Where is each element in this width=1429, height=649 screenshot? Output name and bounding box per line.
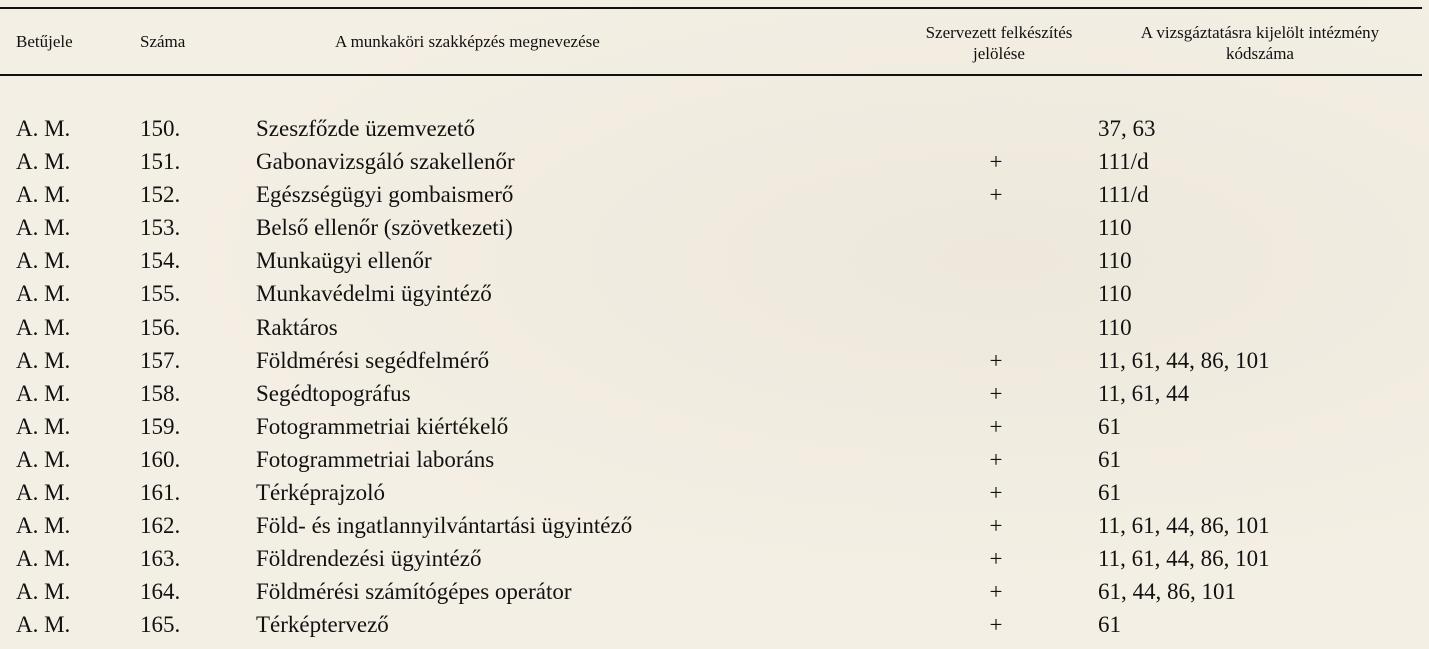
row-institution-codes: 110 — [1098, 215, 1132, 241]
table-row — [0, 112, 1429, 145]
row-preparation-mark: + — [989, 149, 1003, 175]
row-qualification-name: Egészségügyi gombaismerő — [256, 182, 514, 208]
row-number: 163. — [140, 546, 181, 572]
row-letter-code: A. M. — [16, 380, 71, 406]
row-letter-code: A. M. — [16, 546, 71, 572]
row-institution-codes: 111/d — [1098, 149, 1149, 175]
row-qualification-name: Munkaügyi ellenőr — [256, 248, 432, 274]
table-row — [0, 145, 1429, 178]
table-row — [0, 178, 1429, 211]
row-institution-codes: 11, 61, 44, 86, 101 — [1098, 546, 1270, 572]
row-institution-codes: 110 — [1098, 248, 1132, 274]
row-qualification-name: Földmérési számítógépes operátor — [256, 579, 572, 605]
table-row — [0, 277, 1429, 310]
row-letter-code: A. M. — [16, 413, 71, 439]
row-number: 150. — [140, 116, 181, 141]
row-qualification-name: Föld- és ingatlannyilvántartási ügyintéző — [256, 513, 633, 539]
row-number: 159. — [140, 413, 181, 439]
row-preparation-mark: + — [989, 446, 1003, 472]
row-qualification-name: Fotogrammetriai laboráns — [256, 446, 495, 472]
row-qualification-name: Térképrajzoló — [256, 480, 385, 506]
row-letter-code: A. M. — [16, 314, 71, 340]
row-number: 160. — [140, 446, 181, 472]
table-row — [0, 410, 1429, 443]
table-row — [0, 311, 1429, 344]
row-letter-code: A. M. — [16, 116, 71, 141]
table-body — [0, 112, 1429, 642]
row-qualification-name: Szeszfőzde üzemvezető — [256, 116, 476, 141]
row-institution-codes: 11, 61, 44 — [1098, 380, 1190, 406]
column-header-preparation: Szervezett felkészítés jelölése — [925, 23, 1073, 63]
row-preparation-mark: + — [989, 546, 1003, 572]
table-row — [0, 377, 1429, 410]
row-number: 161. — [140, 480, 181, 506]
table-row — [0, 509, 1429, 542]
row-institution-codes: 37, 63 — [1098, 116, 1156, 141]
row-number: 152. — [140, 182, 181, 208]
row-number: 165. — [140, 612, 181, 638]
row-letter-code: A. M. — [16, 480, 71, 506]
row-preparation-mark: + — [989, 413, 1003, 439]
row-qualification-name: Gabonavizsgáló szakellenőr — [256, 149, 515, 175]
row-number: 154. — [140, 248, 181, 274]
row-number: 162. — [140, 513, 181, 539]
column-header-institution: A vizsgáztatásra kijelölt intézmény kódszáma — [1140, 23, 1380, 63]
row-qualification-name: Segédtopográfus — [256, 380, 411, 406]
row-institution-codes: 110 — [1098, 281, 1132, 307]
table-row — [0, 575, 1429, 608]
row-qualification-name: Földrendezési ügyintéző — [256, 546, 482, 572]
row-number: 158. — [140, 380, 181, 406]
row-qualification-name: Raktáros — [256, 314, 338, 340]
row-preparation-mark: + — [989, 480, 1003, 506]
row-qualification-name: Belső ellenőr (szövetkezeti) — [256, 215, 513, 241]
row-preparation-mark: + — [989, 380, 1003, 406]
row-qualification-name: Munkavédelmi ügyintéző — [256, 281, 492, 307]
row-institution-codes: 61 — [1098, 480, 1121, 506]
header-bottom-rule — [0, 74, 1422, 76]
row-institution-codes: 111/d — [1098, 182, 1149, 208]
column-header-number: Száma — [140, 32, 186, 51]
row-letter-code: A. M. — [16, 215, 71, 241]
row-letter-code: A. M. — [16, 612, 71, 638]
table-row — [0, 608, 1429, 641]
table-row — [0, 344, 1429, 377]
row-letter-code: A. M. — [16, 248, 71, 274]
row-institution-codes: 61, 44, 86, 101 — [1098, 579, 1236, 605]
table-row — [0, 443, 1429, 476]
row-preparation-mark: + — [989, 347, 1003, 373]
row-preparation-mark: + — [989, 612, 1003, 638]
column-header-name: A munkaköri szakképzés megnevezése — [335, 32, 600, 51]
row-letter-code: A. M. — [16, 513, 71, 539]
row-number: 157. — [140, 347, 181, 373]
row-institution-codes: 61 — [1098, 612, 1121, 638]
row-number: 164. — [140, 579, 181, 605]
table-row — [0, 244, 1429, 277]
row-preparation-mark: + — [989, 579, 1003, 605]
row-preparation-mark: + — [989, 182, 1003, 208]
row-letter-code: A. M. — [16, 149, 71, 175]
row-letter-code: A. M. — [16, 347, 71, 373]
row-institution-codes: 61 — [1098, 446, 1121, 472]
row-number: 155. — [140, 281, 181, 307]
row-letter-code: A. M. — [16, 281, 71, 307]
row-institution-codes: 11, 61, 44, 86, 101 — [1098, 513, 1270, 539]
row-institution-codes: 11, 61, 44, 86, 101 — [1098, 347, 1270, 373]
table-row — [0, 542, 1429, 575]
row-number: 151. — [140, 149, 181, 175]
row-letter-code: A. M. — [16, 182, 71, 208]
top-rule — [0, 7, 1422, 9]
table-row — [0, 476, 1429, 509]
row-number: 156. — [140, 314, 181, 340]
row-preparation-mark: + — [989, 513, 1003, 539]
row-letter-code: A. M. — [16, 579, 71, 605]
row-letter-code: A. M. — [16, 446, 71, 472]
column-header-letter: Betűjele — [16, 32, 73, 51]
row-qualification-name: Térképtervező — [256, 612, 389, 638]
row-institution-codes: 61 — [1098, 413, 1121, 439]
row-qualification-name: Földmérési segédfelmérő — [256, 347, 490, 373]
table-row — [0, 211, 1429, 244]
row-number: 153. — [140, 215, 181, 241]
row-qualification-name: Fotogrammetriai kiértékelő — [256, 413, 509, 439]
row-institution-codes: 110 — [1098, 314, 1132, 340]
